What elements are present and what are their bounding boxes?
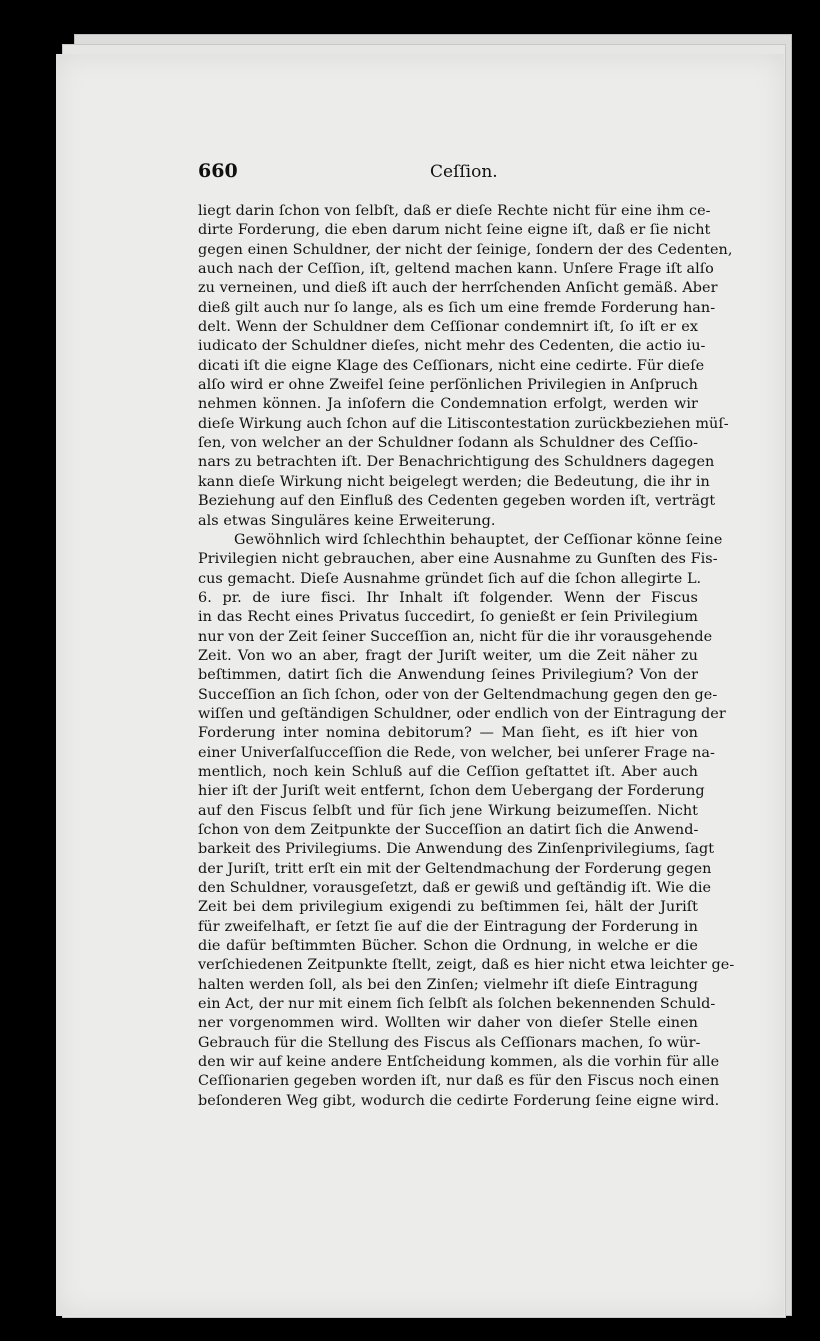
- text-line: auch nach der Ceſſion, iſt, geltend machen kann. Unſere Frage iſt alſo: [198, 261, 714, 278]
- text-line: 6. pr. de iure fisci. Ihr Inhalt iſt folgender. Wenn der Fiscus: [198, 589, 698, 606]
- paragraph: [198, 202, 733, 531]
- text-line: Ceſſionarien gegeben worden iſt, nur daß es für den Fiscus noch einen: [198, 1073, 720, 1090]
- text-line: gegen einen Schuldner, der nicht der ſeinige, ſondern der des Cedenten,: [198, 241, 733, 258]
- text-line: für zweifelhaft, er ſetzt ſie auf die der Eintragung der Forderung in: [198, 918, 698, 935]
- text-line: Zeit. Von wo an aber, fragt der Juriſt weiter, um die Zeit näher zu: [198, 647, 698, 664]
- text-line: ſchon von dem Zeitpunkte der Succeſſion an datirt ſich die Anwend-: [198, 822, 699, 838]
- text-line: Beziehung auf den Einfluß des Cedenten gegeben worden iſt, verträgt: [198, 493, 716, 510]
- text-line: verſchiedenen Zeitpunkte ſtellt, zeigt, daß es hier nicht etwa leichter ge-: [198, 957, 735, 974]
- text-line: Privilegien nicht gebrauchen, aber eine Ausnahme zu Gunſten des Fis-: [198, 551, 718, 568]
- text-line: die dafür beſtimmten Bücher. Schon die Ordnung, in welche er die: [198, 938, 698, 955]
- text-line: kann dieſe Wirkung nicht beigelegt werden; die Bedeutung, die ihr in: [198, 473, 710, 490]
- page-number: 660: [198, 160, 238, 182]
- text-line: nur von der Zeit ſeiner Succeſſion an, nicht für die ihr vorausgehende: [198, 628, 713, 645]
- text-line: cus gemacht. Dieſe Ausnahme gründet ſich auf die ſchon allegirte L.: [198, 570, 702, 587]
- text-line: nars zu betrachten iſt. Der Benachrichtigung des Schuldners dagegen: [198, 454, 715, 471]
- text-line: auf den Fiscus ſelbſt und für ſich jene Wirkung beizumeſſen. Nicht: [198, 802, 698, 819]
- text-line: hier iſt der Juriſt weit entfernt, ſchon dem Uebergang der Forderung: [198, 783, 705, 800]
- text-line: beſonderen Weg gibt, wodurch die cedirte Forderung ſeine eigne wird.: [198, 1092, 720, 1109]
- text-line: als etwas Singuläres keine Erweiterung.: [198, 512, 496, 529]
- text-line: den Schuldner, vorausgeſetzt, daß er gewiß und geſtändig iſt. Wie die: [198, 880, 712, 897]
- text-line: zu verneinen, und dieß iſt auch der herrſchenden Anſicht gemäß. Aber: [198, 280, 718, 297]
- page-header: [198, 160, 698, 190]
- text-line: ner vorgenommen wird. Wollten wir daher von dieſer Stelle einen: [198, 1015, 698, 1032]
- text-line: Gebrauch für die Stellung des Fiscus als Ceſſionars machen, ſo wür-: [198, 1034, 701, 1051]
- text-line: Zeit bei dem privilegium exigendi zu beſtimmen ſei, hält der Juriſt: [198, 899, 698, 916]
- text-line: alſo wird er ohne Zweifel ſeine perſönlichen Privilegien in Anſpruch: [198, 377, 698, 394]
- text-line: nehmen können. Ja inſofern die Condemnation erfolgt, werden wir: [198, 396, 698, 413]
- text-line: der Juriſt, tritt erſt ein mit der Geltendmachung der Forderung gegen: [198, 860, 712, 877]
- text-line: einer Univerſalſucceſſion die Rede, von welcher, bei unſerer Frage na-: [198, 744, 715, 761]
- text-line: Forderung inter nomina debitorum? — Man ſieht, es iſt hier von: [198, 725, 698, 742]
- text-line: Gewöhnlich wird ſchlechthin behauptet, der Ceſſionar könne ſeine: [234, 531, 723, 548]
- text-line: dicati iſt die eigne Klage des Ceſſionars, nicht eine cedirte. Für dieſe: [198, 357, 705, 374]
- text-line: barkeit des Privilegiums. Die Anwendung des Zinſenprivilegiums, ſagt: [198, 841, 715, 858]
- text-line: dieß gilt auch nur ſo lange, als es ſich um eine fremde Forderung han-: [198, 299, 716, 316]
- text-line: delt. Wenn der Schuldner dem Ceſſionar condemnirt iſt, ſo iſt er ex: [198, 319, 698, 336]
- running-head: Ceſſion.: [430, 162, 498, 182]
- text-line: ein Act, der nur mit einem ſich ſelbſt als ſolchen bekennenden Schuld-: [198, 996, 716, 1013]
- paragraph: [198, 531, 735, 1111]
- text-line: beſtimmen, datirt ſich die Anwendung ſeines Privilegium? Von der: [198, 667, 698, 684]
- text-line: dirte Forderung, die eben darum nicht ſeine eigne iſt, daß er ſie nicht: [198, 222, 711, 239]
- text-line: iudicato der Schuldner dieſes, nicht mehr des Cedenten, die actio iu-: [198, 338, 706, 355]
- text-line: dieſe Wirkung auch ſchon auf die Litiscontestation zurückbeziehen müſ-: [198, 415, 729, 432]
- text-line: Succeſſion an ſich ſchon, oder von der Geltendmachung gegen den ge-: [198, 686, 718, 703]
- text-line: wiſſen und geſtändigen Schuldner, oder endlich von der Eintragung der: [198, 705, 726, 722]
- text-line: den wir auf keine andere Entſcheidung kommen, als die vorhin für alle: [198, 1054, 720, 1071]
- text-line: halten werden ſoll, als bei den Zinſen; vielmehr iſt dieſe Eintragung: [198, 976, 698, 993]
- body-text: [198, 202, 735, 1111]
- text-line: ſen, von welcher an der Schuldner ſodann als Schuldner des Ceſſio-: [198, 435, 698, 452]
- text-line: in das Recht eines Privatus ſuccedirt, ſo genießt er ſein Privilegium: [198, 609, 698, 626]
- text-line: mentlich, noch kein Schluß auf die Ceſſion geſtattet iſt. Aber auch: [198, 763, 698, 780]
- text-line: liegt darin ſchon von ſelbſt, daß er dieſe Rechte nicht für eine ihm ce-: [198, 203, 711, 219]
